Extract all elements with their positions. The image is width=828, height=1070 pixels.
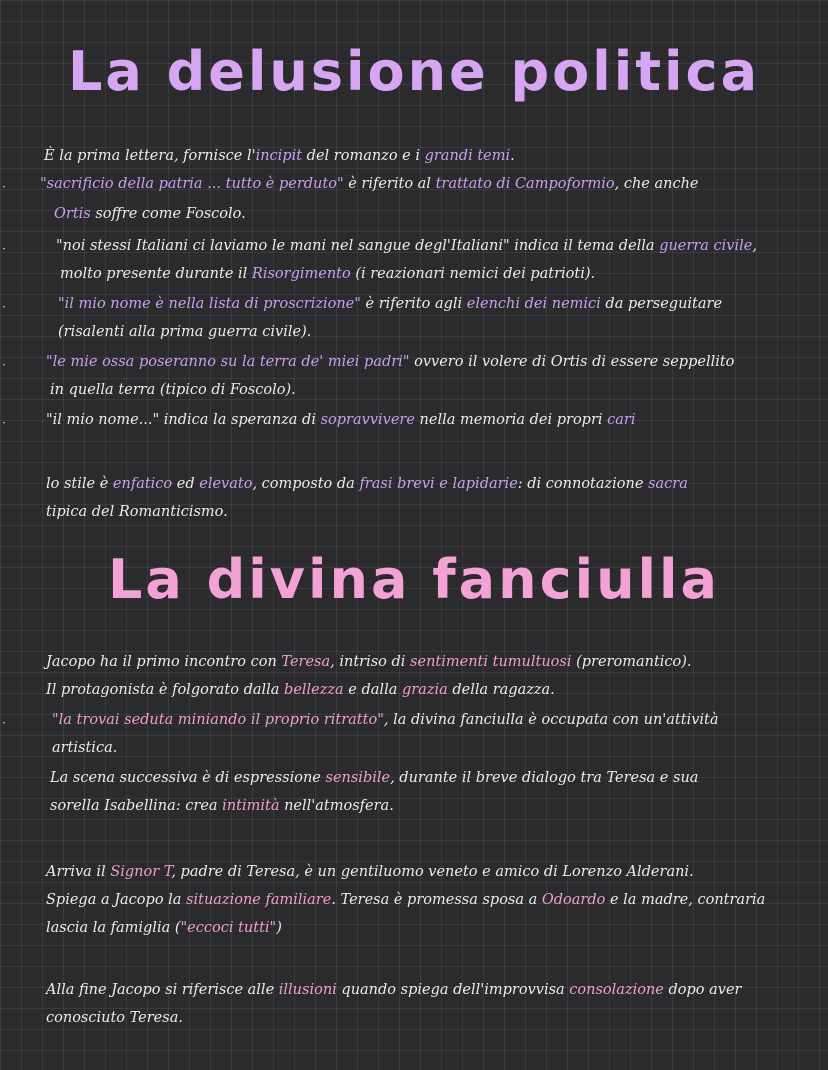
- text-segment: , che anche: [614, 176, 699, 192]
- bullet-marker: ·: [2, 180, 6, 194]
- highlighted-term: enfatico: [112, 476, 173, 492]
- highlighted-term: "la trovai seduta miniando il proprio ritratto": [52, 712, 384, 728]
- bullet-marker: ·: [2, 716, 6, 730]
- text-line: [46, 352, 820, 372]
- highlighted-term: grandi temi: [424, 148, 511, 164]
- bullet-marker: ·: [2, 358, 6, 372]
- bullet-marker: ·: [2, 416, 6, 430]
- highlighted-term: Odoardo: [541, 892, 606, 908]
- text-segment: artistica.: [52, 740, 118, 756]
- text-segment: Jacopo ha il primo incontro con: [46, 654, 282, 670]
- text-segment: (i reazionari nemici dei patrioti).: [350, 266, 596, 282]
- text-segment: del romanzo e i: [302, 148, 425, 164]
- highlighted-term: incipit: [255, 148, 303, 164]
- text-segment: ed: [172, 476, 200, 492]
- text-segment: , composto da: [252, 476, 360, 492]
- text-line: [58, 294, 820, 314]
- text-segment: : di connotazione: [517, 476, 649, 492]
- highlighted-term: trattato di Campoformio: [435, 176, 615, 192]
- highlighted-term: Signor T: [110, 864, 172, 880]
- section-title-divina-fanciulla: La divina fanciulla: [107, 548, 720, 611]
- text-line: [52, 710, 820, 730]
- text-segment: da perseguitare: [600, 296, 723, 312]
- highlighted-term: "il mio nome è nella lista di proscrizione": [58, 296, 361, 312]
- text-segment: dopo aver: [663, 982, 742, 998]
- text-segment: , intriso di: [330, 654, 411, 670]
- text-line: [46, 502, 820, 522]
- text-line: [54, 204, 820, 224]
- text-line: [46, 410, 820, 430]
- text-segment: conosciuto Teresa.: [46, 1010, 183, 1026]
- text-segment: ): [276, 920, 282, 936]
- text-line: [52, 738, 820, 758]
- text-line: [58, 322, 820, 342]
- text-line: [46, 680, 820, 700]
- text-segment: in quella terra (tipico di Foscolo).: [50, 382, 296, 398]
- text-line: [46, 652, 820, 672]
- text-segment: , durante il breve dialogo tra Teresa e sua: [390, 770, 699, 786]
- text-segment: lascia la famiglia (: [46, 920, 181, 936]
- text-segment: nella memoria dei propri: [414, 412, 608, 428]
- text-segment: nell'atmosfera.: [279, 798, 394, 814]
- text-line: [46, 918, 820, 938]
- text-line: [50, 380, 820, 400]
- text-line: [46, 862, 820, 882]
- text-line: [46, 1008, 820, 1028]
- text-segment: . Teresa è promessa sposa a: [331, 892, 542, 908]
- bullet-marker: ·: [2, 300, 6, 314]
- bullet-marker: ·: [2, 242, 6, 256]
- text-line: [44, 146, 820, 166]
- highlighted-term: Ortis: [54, 206, 91, 222]
- highlighted-term: sopravvivere: [320, 412, 415, 428]
- text-line: [46, 980, 820, 1000]
- highlighted-term: sensibile: [325, 770, 391, 786]
- text-segment: La scena successiva è di espressione: [50, 770, 326, 786]
- text-segment: lo stile è: [46, 476, 113, 492]
- text-segment: , la divina fanciulla è occupata con un'attività: [383, 712, 719, 728]
- highlighted-term: sentimenti tumultuosi: [410, 654, 572, 670]
- highlighted-term: cari: [607, 412, 636, 428]
- text-line: [50, 768, 820, 788]
- text-line: [60, 264, 820, 284]
- highlighted-term: bellezza: [284, 682, 344, 698]
- highlighted-term: frasi brevi e lapidarie: [359, 476, 518, 492]
- text-segment: è riferito agli: [360, 296, 467, 312]
- text-line: [40, 174, 820, 194]
- highlighted-term: Risorgimento: [251, 266, 351, 282]
- text-line: [46, 474, 820, 494]
- highlighted-term: consolazione: [569, 982, 664, 998]
- highlighted-term: illusioni: [278, 982, 337, 998]
- text-segment: tipica del Romanticismo.: [46, 504, 228, 520]
- text-line: [46, 890, 820, 910]
- text-segment: ovvero il volere di Ortis di essere seppellito: [409, 354, 735, 370]
- text-segment: (risalenti alla prima guerra civile).: [58, 324, 312, 340]
- highlighted-term: grazia: [401, 682, 448, 698]
- text-segment: quando spiega dell'improvvisa: [336, 982, 570, 998]
- text-segment: Il protagonista è folgorato dalla: [46, 682, 285, 698]
- text-segment: "il mio nome..." indica la speranza di: [46, 412, 321, 428]
- text-segment: della ragazza.: [447, 682, 555, 698]
- highlighted-term: sacra: [648, 476, 688, 492]
- text-segment: e la madre, contraria: [605, 892, 766, 908]
- highlighted-term: elevato: [199, 476, 253, 492]
- text-segment: è riferito al: [343, 176, 436, 192]
- section-title-delusione-politica: La delusione politica: [67, 40, 761, 103]
- text-line: [56, 236, 820, 256]
- text-segment: soffre come Foscolo.: [90, 206, 246, 222]
- text-segment: È la prima lettera, fornisce l': [44, 148, 256, 164]
- highlighted-term: elenchi dei nemici: [466, 296, 601, 312]
- highlighted-term: Teresa: [281, 654, 331, 670]
- text-segment: , padre di Teresa, è un gentiluomo veneto e amico di Lorenzo Alderani.: [171, 864, 694, 880]
- highlighted-term: "le mie ossa poseranno su la terra de' miei padri": [46, 354, 410, 370]
- text-segment: molto presente durante il: [60, 266, 252, 282]
- highlighted-term: "sacrificio della patria ... tutto è perduto": [40, 176, 344, 192]
- text-segment: Spiega a Jacopo la: [46, 892, 187, 908]
- text-segment: .: [510, 148, 515, 164]
- text-line: [50, 796, 820, 816]
- text-segment: Alla fine Jacopo si riferisce alle: [46, 982, 279, 998]
- highlighted-term: "eccoci tutti": [180, 920, 277, 936]
- text-segment: Arriva il: [46, 864, 111, 880]
- text-segment: "noi stessi Italiani ci laviamo le mani nel sangue degl'Italiani" indica il tema della: [56, 238, 660, 254]
- highlighted-term: guerra civile: [659, 238, 753, 254]
- text-segment: (preromantico).: [571, 654, 692, 670]
- text-segment: sorella Isabellina: crea: [50, 798, 223, 814]
- text-segment: e dalla: [343, 682, 402, 698]
- highlighted-term: situazione familiare: [186, 892, 332, 908]
- text-segment: ,: [752, 238, 757, 254]
- highlighted-term: intimità: [222, 798, 280, 814]
